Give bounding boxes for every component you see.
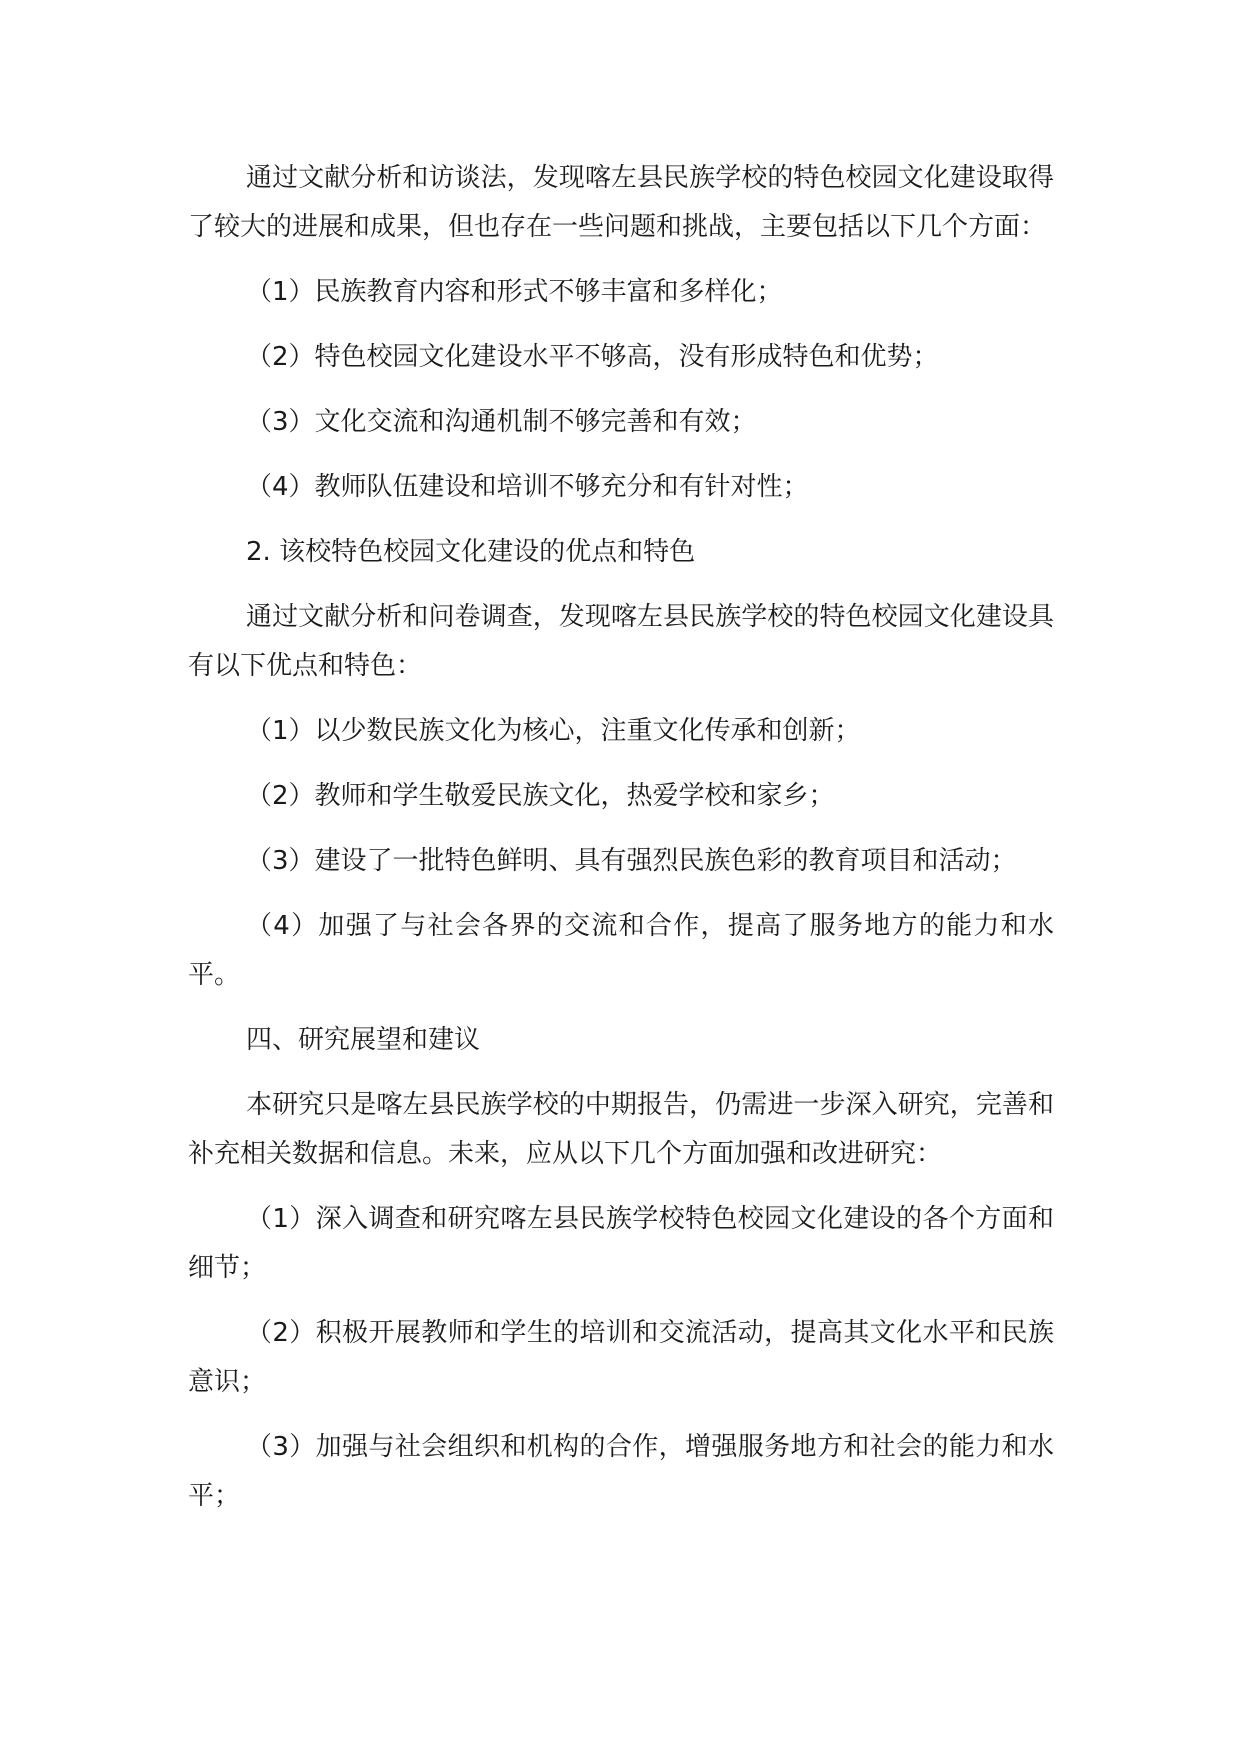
advantage-item-2: （2）教师和学生敬爱民族文化，热爱学校和家乡； [246, 781, 835, 811]
suggestion-item-3: （3）加强与社会组织和机构的合作，增强服务地方和社会的能力和水平； [188, 1432, 1054, 1511]
suggestion-item-2: （2）积极开展教师和学生的培训和交流活动，提高其文化水平和民族意识； [188, 1318, 1054, 1397]
advantage-item-3: （3）建设了一批特色鲜明、具有强烈民族色彩的教育项目和活动； [246, 846, 1017, 876]
advantage-item-4: （4）加强了与社会各界的交流和合作，提高了服务地方的能力和水平。 [188, 911, 1054, 990]
problem-item-3: （3）文化交流和沟通机制不够完善和有效； [246, 407, 757, 437]
advantages-intro-paragraph: 通过文献分析和问卷调查，发现喀左县民族学校的特色校园文化建设具有以下优点和特色： [188, 602, 1054, 681]
section-heading-outlook: 四、研究展望和建议 [246, 1025, 481, 1055]
problem-item-4: （4）教师队伍建设和培训不够充分和有针对性； [246, 472, 809, 502]
suggestion-item-1: （1）深入调查和研究喀左县民族学校特色校园文化建设的各个方面和细节； [188, 1204, 1054, 1283]
problem-item-1: （1）民族教育内容和形式不够丰富和多样化； [246, 277, 783, 307]
section-heading-advantages: 2. 该校特色校园文化建设的优点和特色 [246, 537, 696, 567]
problem-item-2: （2）特色校园文化建设水平不够高，没有形成特色和优势； [246, 342, 939, 372]
advantage-item-1: （1）以少数民族文化为核心，注重文化传承和创新； [246, 716, 861, 746]
document-body [188, 154, 1054, 1521]
intro-paragraph: 通过文献分析和访谈法，发现喀左县民族学校的特色校园文化建设取得了较大的进展和成果，但也存在一些问题和挑战，主要包括以下几个方面： [188, 163, 1054, 242]
outlook-intro-paragraph: 本研究只是喀左县民族学校的中期报告，仍需进一步深入研究，完善和补充相关数据和信息。未来，应从以下几个方面加强和改进研究： [188, 1090, 1054, 1169]
